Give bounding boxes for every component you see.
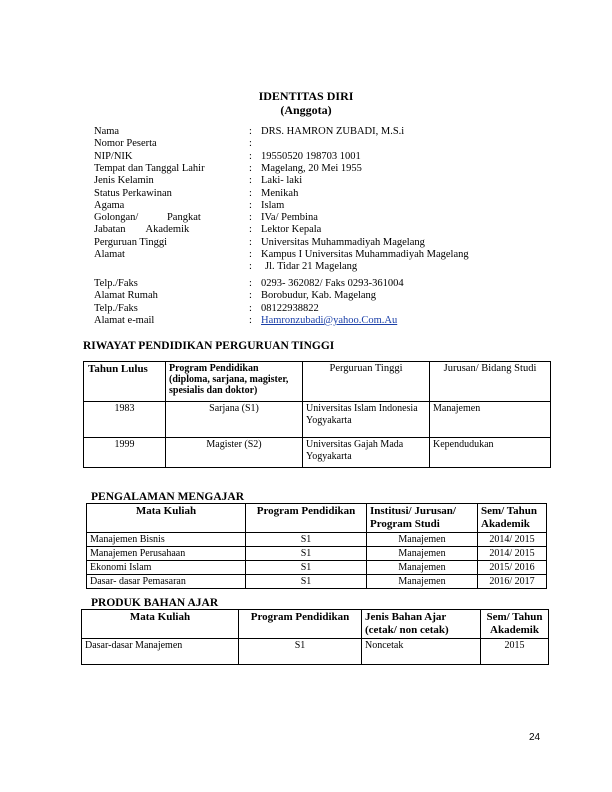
table-row: [87, 547, 547, 561]
identity-label: Tempat dan Tanggal Lahir: [94, 162, 205, 174]
identity-label: Nomor Peserta: [94, 138, 157, 150]
identity-colon: :: [249, 278, 252, 289]
cell-program: S1: [246, 561, 367, 575]
cell-program: Magister (S2): [166, 438, 303, 468]
identity-colon: :: [249, 261, 252, 273]
identity-label: Nama: [94, 126, 120, 137]
identity-label: Jenis Kelamin: [94, 175, 154, 187]
identity-label: Telp./Faks: [94, 278, 138, 289]
identity-value: Borobudur, Kab. Magelang: [261, 290, 377, 302]
cell-program: S1: [246, 533, 367, 547]
identity-label: Golongan/ Pangkat: [94, 212, 201, 224]
col-header-course: Mata Kuliah: [87, 504, 246, 533]
cell-course: Dasar- dasar Pemasaran: [87, 575, 246, 589]
teaching-table: [86, 503, 547, 589]
cell-semester: 2014/ 2015: [478, 533, 547, 547]
identity-label: Alamat e-mail: [94, 314, 155, 326]
col-header-institution: Perguruan Tinggi: [303, 362, 430, 402]
identity-colon: :: [249, 138, 252, 150]
table-row: [87, 561, 547, 575]
cell-program: S1: [246, 547, 367, 561]
cell-year: 1999: [84, 438, 166, 468]
materials-title: PRODUK BAHAN AJAR: [91, 597, 219, 609]
cell-course: Manajemen Bisnis: [87, 533, 246, 547]
cell-program: S1: [246, 575, 367, 589]
identity-value: 08122938822: [261, 302, 319, 314]
identity-label: Alamat Rumah: [94, 290, 158, 302]
identity-colon: :: [249, 150, 252, 162]
identity-label: Status Perkawinan: [94, 187, 172, 199]
identity-value: Magelang, 20 Mei 1955: [261, 162, 362, 174]
cell-program: S1: [239, 639, 362, 665]
identity-value: IVa/ Pembina: [261, 212, 318, 224]
col-header-program: Program Pendidikan: [246, 504, 367, 533]
identity-value: DRS. HAMRON ZUBADI, M.S.i: [261, 126, 405, 137]
identity-label: NIP/NIK: [94, 150, 133, 162]
col-header-course: Mata Kuliah: [82, 610, 239, 639]
table-row: [82, 639, 549, 665]
identity-colon: :: [249, 236, 252, 248]
cell-program: Sarjana (S1): [166, 402, 303, 438]
cell-institution: Manajemen: [367, 547, 478, 561]
cell-type: Noncetak: [362, 639, 481, 665]
table-row: [87, 575, 547, 589]
cell-semester: 2015: [481, 639, 549, 665]
teaching-title: PENGALAMAN MENGAJAR: [91, 491, 245, 503]
col-header-institution: Institusi/ Jurusan/ Program Studi: [367, 504, 478, 533]
identity-colon: :: [249, 314, 252, 326]
identity-label: Jabatan Akademik: [94, 224, 190, 236]
identity-label: Agama: [94, 199, 125, 211]
identity-value: Menikah: [261, 187, 299, 199]
page-title: IDENTITAS DIRI: [258, 89, 354, 103]
col-header-year: Tahun Lulus: [84, 362, 166, 402]
identity-colon: :: [249, 249, 252, 260]
identity-label: Alamat: [94, 249, 125, 260]
email-link[interactable]: Hamronzubadi@yahoo.Com.Au: [261, 314, 398, 326]
identity-value: Lektor Kepala: [261, 224, 322, 236]
cell-semester: 2015/ 2016: [478, 561, 547, 575]
materials-table: [81, 609, 549, 665]
email-value[interactable]: [261, 315, 397, 327]
cell-course: Manajemen Perusahaan: [87, 547, 246, 561]
education-table: [83, 361, 551, 468]
col-header-program: Program Pendidikan (diploma, sarjana, magister, spesialis dan doktor): [166, 362, 303, 402]
identity-colon: :: [249, 290, 252, 302]
identity-colon: :: [249, 126, 252, 137]
identity-colon: :: [249, 212, 252, 224]
identity-colon: :: [249, 224, 252, 236]
page-number: 24: [529, 732, 541, 743]
identity-value: Laki- laki: [261, 175, 303, 187]
identity-colon: :: [249, 199, 252, 211]
cell-semester: 2016/ 2017: [478, 575, 547, 589]
col-header-program: Program Pendidikan: [239, 610, 362, 639]
identity-value: 0293- 362082/ Faks 0293-361004: [261, 278, 404, 289]
identity-value: Islam: [261, 199, 285, 211]
table-header-row: [84, 362, 551, 402]
education-title: RIWAYAT PENDIDIKAN PERGURUAN TINGGI: [83, 340, 335, 352]
identity-colon: :: [249, 302, 252, 314]
table-row: [87, 533, 547, 547]
col-header-semester: Sem/ Tahun Akademik: [481, 610, 549, 639]
identity-value: Kampus I Universitas Muhammadiyah Magelang: [261, 249, 469, 260]
cell-institution: Manajemen: [367, 575, 478, 589]
identity-colon: :: [249, 162, 252, 174]
identity-value: 19550520 198703 1001: [261, 150, 361, 162]
identity-value: Universitas Muhammadiyah Magelang: [261, 236, 425, 248]
table-row: [84, 438, 551, 468]
cell-course: Dasar-dasar Manajemen: [82, 639, 239, 665]
identity-label: Telp./Faks: [94, 302, 138, 314]
cell-semester: 2014/ 2015: [478, 547, 547, 561]
cell-course: Ekonomi Islam: [87, 561, 246, 575]
cell-institution: Manajemen: [367, 561, 478, 575]
table-header-row: [82, 610, 549, 639]
cell-institution: Universitas Islam Indonesia Yogyakarta: [303, 402, 430, 438]
table-row: [84, 402, 551, 438]
identity-colon: :: [249, 187, 252, 199]
cell-major: Kependudukan: [430, 438, 551, 468]
page-subtitle: (Anggota): [280, 103, 332, 117]
col-header-type: Jenis Bahan Ajar (cetak/ non cetak): [362, 610, 481, 639]
col-header-semester: Sem/ Tahun Akademik: [478, 504, 547, 533]
col-header-major: Jurusan/ Bidang Studi: [430, 362, 551, 402]
identity-value: Jl. Tidar 21 Magelang: [265, 261, 358, 273]
identity-colon: :: [249, 175, 252, 187]
identity-label: Perguruan Tinggi: [94, 236, 168, 248]
cell-year: 1983: [84, 402, 166, 438]
table-header-row: [87, 504, 547, 533]
cell-institution: Manajemen: [367, 533, 478, 547]
cell-major: Manajemen: [430, 402, 551, 438]
cell-institution: Universitas Gajah Mada Yogyakarta: [303, 438, 430, 468]
